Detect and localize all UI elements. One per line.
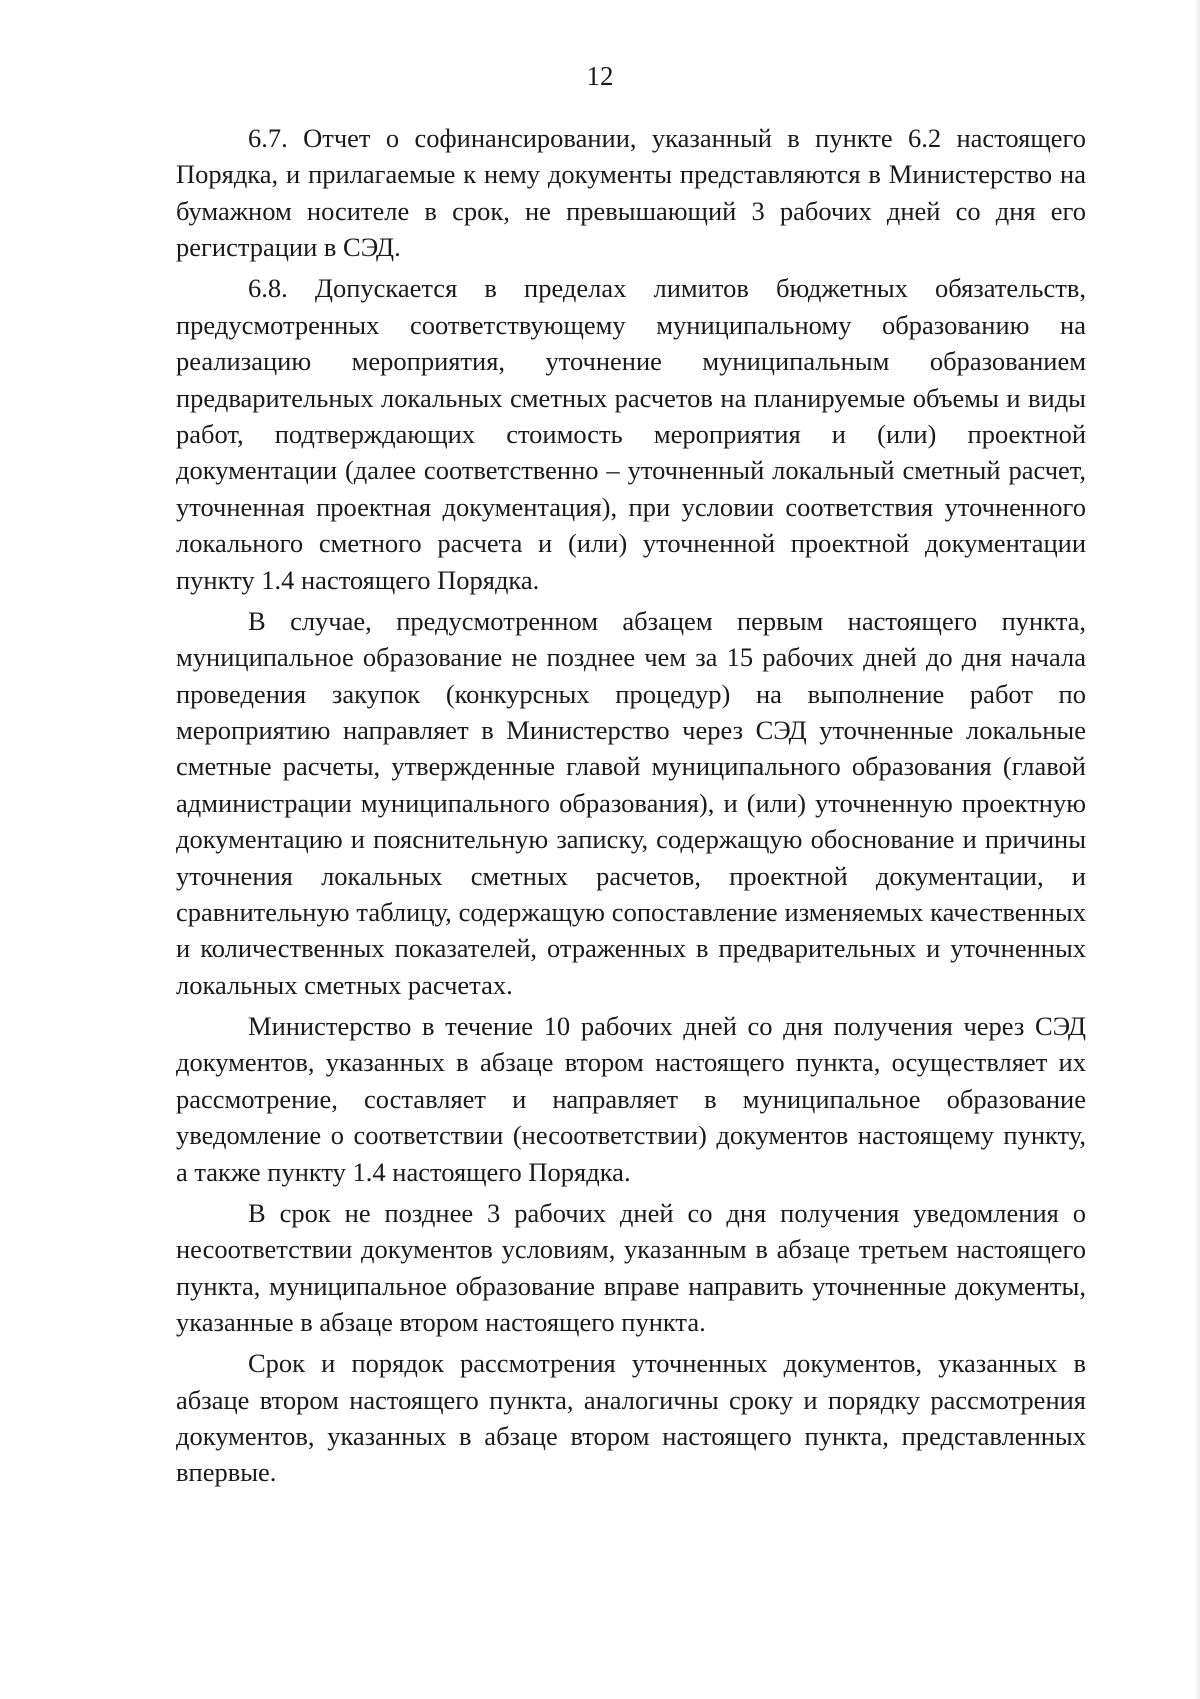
paragraph-6-8-second: В случае, предусмотренном абзацем первым настоящего пункта, муниципальное образование не позднее чем за 15 рабочих дней до дня начала проведения закупок (конкурсных процедур) на выполнение работ по мероприятию направляет в Министерство через СЭД уточненные локальные сметные расчеты, утвержденные главой муниципального образования (главой администрации муниципального образования), и (или) уточненную проектную документацию и пояснительную записку, содержащую обоснование и причины уточнения локальных сметных расчетов, проектной документации, и сравнительную таблицу, содержащую сопоставление изменяемых качественных и количественных показателей, отраженных в предварительных и уточненных локальных сметных расчетах.: [176, 605, 1086, 1000]
paragraph-6-8: 6.8. Допускается в пределах лимитов бюджетных обязательств, предусмотренных соответствующему муниципальному образованию на реализацию мероприятия, уточнение муниципальным образованием предварительных локальных сметных расчетов на планируемые объемы и виды работ, подтверждающих стоимость мероприятия и (или) проектной документации (далее соответственно – уточненный локальный сметный расчет, уточненная проектная документация), при условии соответствия уточненного локального сметного расчета и (или) уточненной проектной документации пункту 1.4 настоящего Порядка.: [176, 273, 1086, 595]
scan-edge-shadow: [1194, 0, 1200, 1699]
document-body: [176, 120, 1086, 1496]
paragraph-6-8-fifth: Срок и порядок рассмотрения уточненных документов, указанных в абзаце втором настоящего пункта, аналогичны сроку и порядку рассмотрения документов, указанных в абзаце втором настоящего пункта, представленных впервые.: [176, 1348, 1086, 1488]
page-number: 12: [586, 61, 614, 91]
paragraph-6-8-fourth: В срок не позднее 3 рабочих дней со дня получения уведомления о несоответствии документов условиям, указанным в абзаце третьем настоящего пункта, муниципальное образование вправе направить уточненные документы, указанные в абзаце втором настоящего пункта.: [176, 1197, 1086, 1338]
paragraph-6-7: 6.7. Отчет о софинансировании, указанный в пункте 6.2 настоящего Порядка, и прилагаемые к нему документы представляются в Министерство на бумажном носителе в срок, не превышающий 3 рабочих дней со дня его регистрации в СЭД.: [176, 123, 1086, 263]
paragraph-6-8-third: Министерство в течение 10 рабочих дней со дня получения через СЭД документов, указанных в абзаце втором настоящего пункта, осуществляет их рассмотрение, составляет и направляет в муниципальное образование уведомление о соответствии (несоответствии) документов настоящему пункту, а также пункту 1.4 настоящего Порядка.: [176, 1011, 1086, 1187]
